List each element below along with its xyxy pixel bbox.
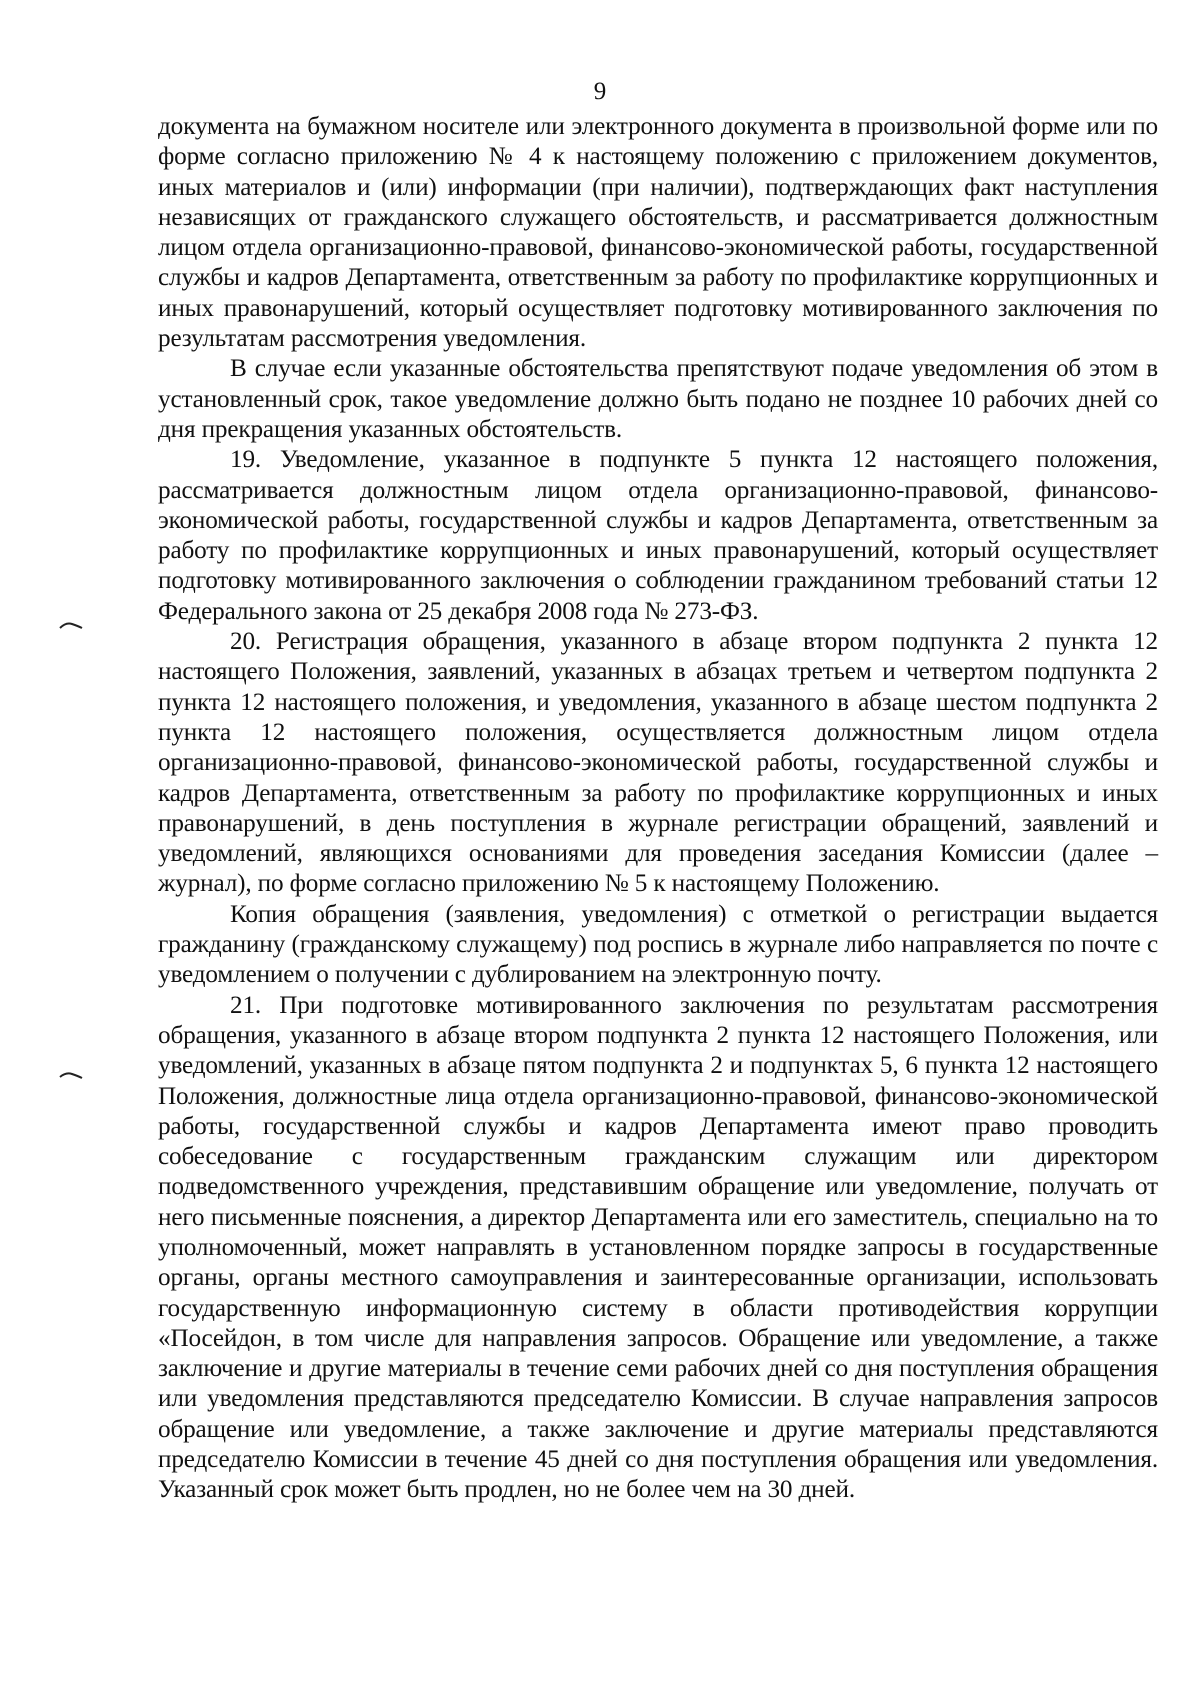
paragraph-copy-of-appeal: Копия обращения (заявления, уведомления) с отметкой о регистрации выдается гражданину (гражданскому служащему) под роспись в журнале либо направляется по почте с уведомлением о получении с дублированием на электронную почту. (158, 900, 1158, 989)
page-number: 9 (593, 78, 607, 105)
paragraph-item-19: 19. Уведомление, указанное в подпункте 5 пункта 12 настоящего положения, рассматривается должностным лицом отдела организационно-правовой, финансово-экономической работы, государственной службы и кадров Департамента, ответственным за работу по профилактике коррупционных и иных правонарушений, который осуществляет подготовку мотивированного заключения о соблюдении гражданином требований статьи 12 Федерального закона от 25 декабря 2008 года № 273-ФЗ. (158, 446, 1158, 625)
paragraph-item-20: 20. Регистрация обращения, указанного в абзаце втором подпункта 2 пункта 12 настоящего Положения, заявлений, указанных в абзацах третьем и четвертом подпункта 2 пункта 12 настоящего положения, и уведомления, указанного в абзаце шестом подпункта 2 пункта 12 настоящего положения, осуществляется должностным лицом отдела организационно-правовой, финансово-экономической работы, государственной службы и кадров Департамента, ответственным за работу по профилактике коррупционных и иных правонарушений, в день поступления в журнале регистрации обращений, заявлений и уведомлений, являющихся основаниями для проведения заседания Комиссии (далее – журнал), по форме согласно приложению № 5 к настоящему Положению. (158, 628, 1158, 898)
document-text (158, 112, 1158, 1506)
margin-mark (58, 1070, 84, 1080)
paragraph-continuation: документа на бумажном носителе или электронного документа в произвольной форме или по форме согласно приложению № 4 к настоящему положению с приложением документов, иных материалов и (или) информации (при наличии), подтверждающих факт наступления независящих от гражданского служащего обстоятельств, и рассматривается должностным лицом отдела организационно-правовой, финансово-экономической работы, государственной службы и кадров Департамента, ответственным за работу по профилактике коррупционных и иных правонарушений, который осуществляет подготовку мотивированного заключения по результатам рассмотрения уведомления. (158, 113, 1158, 353)
paragraph-circumstances: В случае если указанные обстоятельства препятствуют подаче уведомления об этом в установленный срок, такое уведомление должно быть подано не позднее 10 рабочих дней со дня прекращения указанных обстоятельств. (158, 355, 1158, 443)
margin-mark (58, 620, 84, 630)
paragraph-item-21: 21. При подготовке мотивированного заключения по результатам рассмотрения обращения, указанного в абзаце втором подпункта 2 пункта 12 настоящего Положения, или уведомлений, указанных в абзаце пятом подпункта 2 и подпунктах 5, 6 пункта 12 настоящего Положения, должностные лица отдела организационно-правовой, финансово-экономической работы, государственной службы и кадров Департамента имеют право проводить собеседование с государственным гражданским служащим или директором подведомственного учреждения, представившим обращение или уведомление, получать от него письменные пояснения, а директор Департамента или его заместитель, специально на то уполномоченный, может направлять в установленном порядке запросы в государственные органы, органы местного самоуправления и заинтересованные организации, использовать государственную информационную систему в области противодействия коррупции «Посейдон, в том числе для направления запросов. Обращение или уведомление, а также заключение и другие материалы в течение семи рабочих дней со дня поступления обращения или уведомления представляются председателю Комиссии. В случае направления запросов обращение или уведомление, а также заключение и другие материалы представляются председателю Комиссии в течение 45 дней со дня поступления обращения или уведомления. Указанный срок может быть продлен, но не более чем на 30 дней. (158, 991, 1158, 1504)
